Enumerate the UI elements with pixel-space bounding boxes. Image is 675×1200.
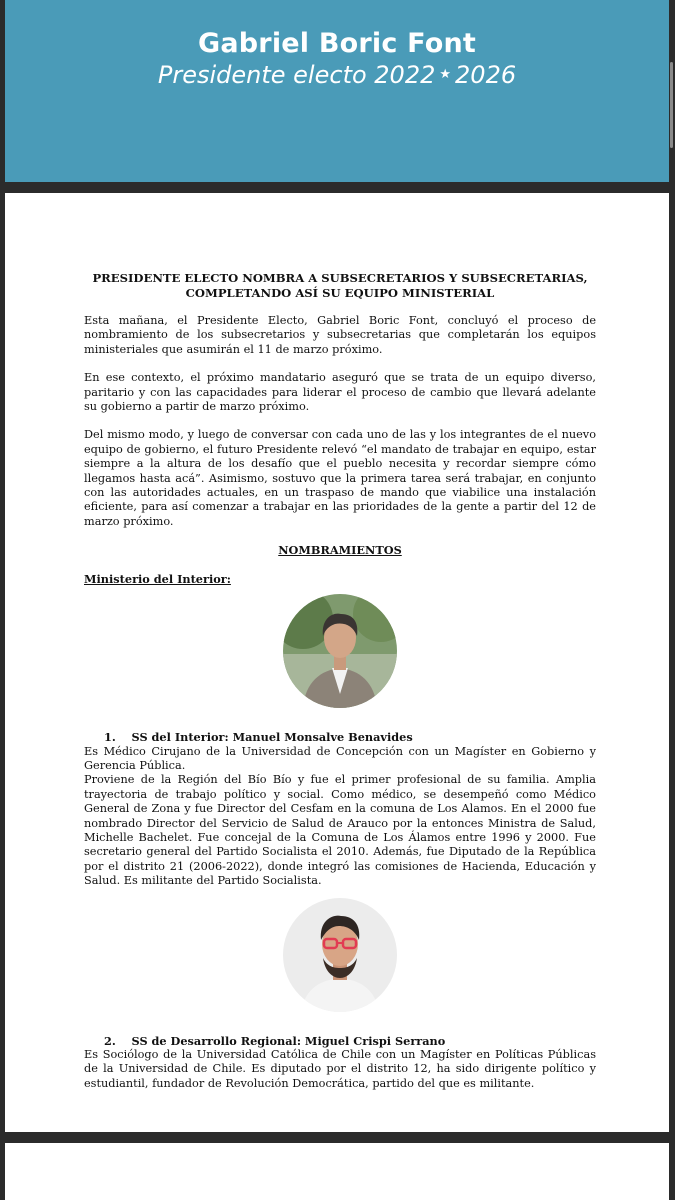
person-1-bio (84, 745, 596, 889)
person-1-heading (104, 730, 596, 744)
person-2-number: 2. (104, 1033, 116, 1048)
person-2-role: SS de Desarrollo Regional: Miguel Crispi Serrano (131, 1033, 446, 1048)
star-icon: ★ (439, 67, 452, 82)
person-1-number: 1. (104, 730, 116, 745)
section-title: NOMBRAMIENTOS (278, 543, 402, 558)
header-subtitle-years: 2026 (455, 61, 517, 89)
document-header-banner (5, 0, 669, 182)
headline-line-1: PRESIDENTE ELECTO NOMBRA A SUBSECRETARIOS Y SUBSECRETARIAS, (92, 271, 588, 285)
page-content (84, 271, 596, 1091)
article-headline (84, 271, 596, 300)
ministry-heading: Ministerio del Interior: (84, 571, 231, 586)
scrollbar-thumb[interactable] (670, 62, 673, 148)
person-1-bio-2: Proviene de la Región del Bío Bío y fue el primer profesional de su familia. Amplia trayectoria de trabajo político y social. Como médico, se desempeñó como Médico General de Zona y fue Director del Cesfam en la comuna de Los Alamos. En el 2000 fue nombrado Director del Servicio de Salud de Arauco por la entonces Ministra de Salud, Michelle Bachelet. Fue concejal de la Comuna de Los Álamos entre 1996 y 2000. Fue secretario general del Partido Socialista el 2010. Además, fue Diputado de la República por el distrito 21 (2006-2022), donde integró las comisiones de Hacienda, Educación y Salud. Es militante del Partido Socialista. (84, 773, 596, 888)
person-1-role: SS del Interior: Manuel Monsalve Benavides (131, 730, 413, 745)
avatar-manuel-monsalve (283, 594, 397, 708)
person-2-bio: Es Sociólogo de la Universidad Católica de Chile con un Magíster en Políticas Públicas de la Universidad de Chile. Es diputado por el distrito 12, ha sido dirigente político y estudiantil, fundador de Revolución Democrática, partido del que es militante. (84, 1047, 596, 1090)
paragraph-1: Esta mañana, el Presidente Electo, Gabriel Boric Font, concluyó el proceso de nombramiento de los subsecretarios y subsecretarias que completarán los equipos ministeriales que asumirán el 11 de marzo próximo. (84, 314, 596, 356)
paragraph-2: En ese contexto, el próximo mandatario aseguró que se trata de un equipo diverso, paritario y con las capacidades para liderar el proceso de cambio que llevará adelante su gobierno a partir de marzo próximo. (84, 371, 596, 414)
next-document-page (5, 1143, 669, 1200)
header-title: Gabriel Boric Font (198, 28, 476, 59)
paragraph-3: Del mismo modo, y luego de conversar con cada uno de las y los integrantes de el nuevo equipo de gobierno, el futuro Presidente relevó “el mandato de trabajar en equipo, estar siempre a la altura de los desafío que el pueblo necesita y recordar siempre cómo llegamos hasta acá”. Asimismo, sostuvo que la primera tarea será trabajar, en conjunto con las autoridades actuales, en un traspaso de mando que viabilice una instalación eficiente, para así comenzar a trabajar en las prioridades de la gente a partir del 12 de marzo próximo. (84, 428, 596, 528)
person-1-bio-1: Es Médico Cirujano de la Universidad de Concepción con un Magíster en Gobierno y Gerencia Pública. (84, 744, 596, 772)
header-subtitle (5, 61, 669, 89)
person-2-heading (104, 1034, 596, 1048)
document-page (5, 193, 669, 1132)
avatar-miguel-crispi (283, 898, 397, 1012)
headline-line-2: COMPLETANDO ASÍ SU EQUIPO MINISTERIAL (185, 285, 495, 300)
header-subtitle-text: Presidente electo 2022 (157, 61, 436, 89)
